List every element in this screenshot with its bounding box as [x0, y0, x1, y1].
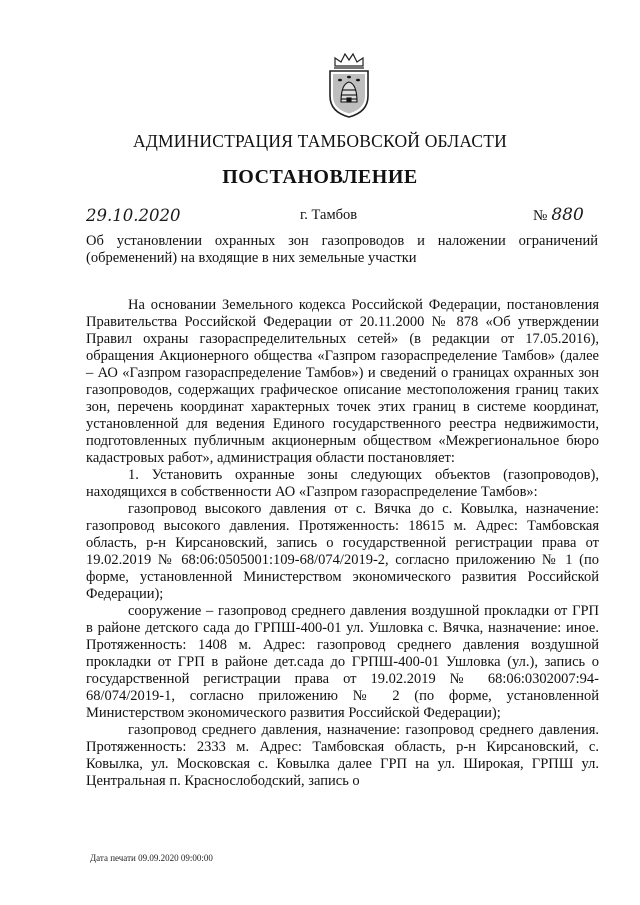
document-title: ПОСТАНОВЛЕНИЕ [222, 166, 418, 188]
crown-icon [334, 54, 364, 68]
handwritten-date: 29.10.2020 [86, 206, 181, 225]
print-date-footer: Дата печати 09.09.2020 09:00:00 [90, 853, 213, 863]
organization-name: АДМИНИСТРАЦИЯ ТАМБОВСКОЙ ОБЛАСТИ [133, 131, 507, 151]
document-number [533, 205, 584, 225]
document-body [86, 297, 599, 790]
paragraph-pipeline-1: газопровод высокого давления от с. Вячка до с. Ковылка, назначение: газопровод высокого давления. Протяженность: 18615 м. Адрес: Тамбовская область, р-н Кирсановский, запись о государственной регистрации права от 19.02.2019 № 68:06:0505001:109-68/074/2019-2, согласно приложению № 1 (по форме, установленной Министерством экономического развития Российской Федерации); [86, 501, 599, 602]
coat-of-arms-emblem [321, 50, 377, 120]
number-prefix: № [533, 208, 548, 224]
paragraph-pipeline-3: газопровод среднего давления, назначение: газопровод среднего давления. Протяженность: 2333 м. Адрес: Тамбовская область, р-н Кирсановский, с. Ковылка, ул. Московская с. Ковылка далее ГРП на ул. Широкая, ГРПШ ул. Центральная п. Краснослободский, запись о [86, 722, 599, 789]
shield-icon [330, 71, 368, 117]
city-name: г. Тамбов [300, 207, 358, 223]
paragraph-pipeline-2: сооружение – газопровод среднего давления воздушной прокладки от ГРП в районе детского сада до ГРПШ-400-01 ул. Ушловка с. Вячка, назначение: иное. Протяженность: 1408 м. Адрес: газопровод среднего давления воздушной прокладки от ГРП в районе дет.сада до ГРПШ-400-01 Ушловка (ул.), запись о государственной регистрации права от 19.02.2019 № 68:06:0302007:94-68/074/2019-1, согласно приложению № 2 (по форме, установленной Министерством экономического развития Российской Федерации); [86, 603, 599, 721]
paragraph-item-1: 1. Установить охранные зоны следующих объектов (газопроводов), находящихся в собственности АО «Газпром газораспределение Тамбов»: [86, 467, 599, 500]
paragraph-preamble: На основании Земельного кодекса Российской Федерации, постановления Правительства Российской Федерации от 20.11.2000 № 878 «Об утверждении Правил охраны газораспределительных сетей» (в редакции от 17.05.2016), обращения Акционерного общества «Газпром газораспределение Тамбов» (далее – АО «Газпром газораспределение Тамбов») и сведений о границах охранных зон газопроводов, содержащих графическое описание местоположения границ таких зон, перечень координат характерных точек этих границ в системе координат, установленной для ведения Единого государственного реестра недвижимости, подготовленных публичным акционерным обществом «Межрегиональное бюро кадастровых работ», администрация области постановляет: [86, 297, 599, 466]
handwritten-number: 880 [551, 205, 584, 225]
document-subject: Об установлении охранных зон газопроводов и наложении ограничений (обременений) на входящие в них земельные участки [86, 233, 598, 266]
